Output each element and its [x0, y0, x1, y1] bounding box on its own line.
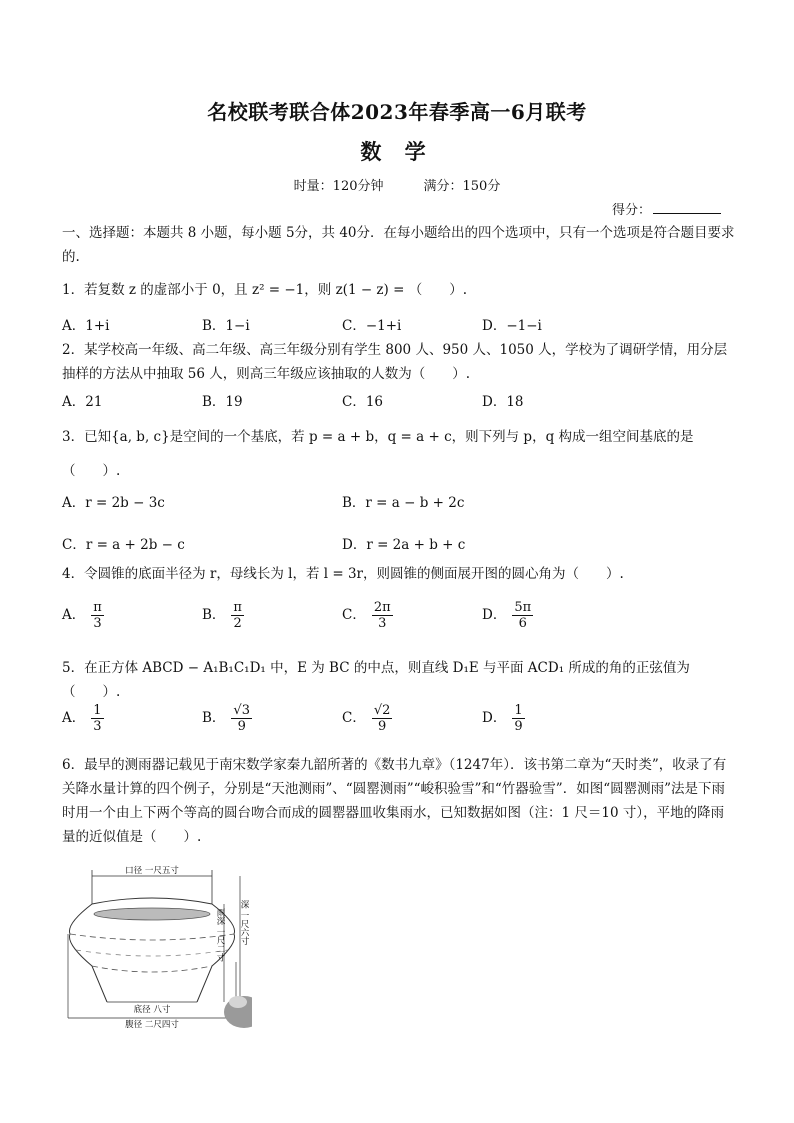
q3-option-b: B．r = a − b + 2c — [342, 495, 465, 511]
q3-option-a: A．r = 2b − 3c — [62, 495, 165, 511]
option-label: A． — [62, 607, 86, 623]
q4-stem: 4．令圆锥的底面半径为 r，母线长为 l，若 l = 3r，则圆锥的侧面展开图的圆心角为（ ）. — [62, 566, 624, 582]
option-label: B． — [202, 710, 226, 726]
rain-depth-label: 雨深 一尺二寸 — [215, 908, 225, 962]
time-limit: 时量：120分钟 — [293, 179, 384, 194]
vessel-photo-highlight — [229, 996, 247, 1008]
q1-option-c: C．−1+i — [342, 318, 402, 334]
subject-title: 数 学 — [360, 139, 434, 164]
q4-option-b — [202, 600, 244, 631]
denominator: 3 — [93, 719, 102, 734]
vessel-rim — [92, 898, 212, 904]
q2-option-c: C．16 — [342, 394, 384, 410]
score-blank[interactable] — [653, 201, 721, 214]
option-label: B． — [202, 607, 226, 623]
bottom-label: 底径 八寸 — [133, 1005, 171, 1015]
numerator: π — [233, 600, 242, 615]
water-surface — [94, 908, 210, 920]
q3-option-d: D．r = 2a + b + c — [342, 537, 466, 553]
numerator: π — [93, 600, 102, 615]
denominator: 2 — [233, 616, 242, 631]
q1-option-a: A．1+i — [62, 318, 110, 334]
q1-option-b: B．1−i — [202, 318, 250, 334]
belly-label: 腹径 二尺四寸 — [125, 1020, 179, 1030]
q5-option-b — [202, 703, 252, 734]
numerator: 5π — [514, 600, 532, 615]
q4-option-d — [482, 600, 533, 631]
q2-stem: 2．某学校高一年级、高二年级、高三年级分别有学生 800 人、950 人、1050 人，学校为了调研学情，用分层抽样的方法从中抽取 56 人，则高三年级应该抽取的人数为（ ）. — [62, 342, 728, 382]
belly-line — [70, 934, 234, 940]
denominator: 9 — [514, 719, 523, 734]
denominator: 3 — [378, 616, 387, 631]
numerator: √2 — [373, 703, 391, 718]
water-dash — [76, 950, 228, 956]
option-label: C． — [342, 710, 366, 726]
vessel-photo — [222, 990, 252, 1028]
mouth-label: 口径 一尺五寸 — [125, 866, 179, 876]
depth-label: 深 一尺六寸 — [239, 900, 249, 946]
numerator: √3 — [233, 703, 250, 718]
water-dash — [92, 966, 212, 972]
score-field — [612, 199, 721, 218]
section1-intro: 一、选择题：本题共 8 小题，每小题 5分，共 40分．在每小题给出的四个选项中，只有一个选项是符合题目要求的. — [62, 225, 735, 265]
exam-title: 名校联考联合体2023年春季高一6月联考 — [207, 100, 587, 124]
q4-option-c — [342, 600, 393, 631]
option-label: D． — [482, 710, 507, 726]
option-label: D． — [482, 607, 507, 623]
q4-option-a — [62, 600, 104, 631]
exam-meta — [0, 175, 794, 194]
q3-stem: 3．已知{a, b, c}是空间的一个基底，若 p = a + b，q = a + c，则下列与 p，q 构成一组空间基底的是（ ）. — [62, 429, 694, 479]
q1-stem: 1．若复数 z 的虚部小于 0，且 z² = −1，则 z(1 − z) = （ ）. — [62, 282, 467, 298]
q2-option-b: B．19 — [202, 394, 243, 410]
numerator: 2π — [373, 600, 391, 615]
score-label: 得分： — [612, 203, 652, 218]
option-label: A． — [62, 710, 86, 726]
q5-stem: 5．在正方体 ABCD − A₁B₁C₁D₁ 中，E 为 BC 的中点，则直线 D₁E 与平面 ACD₁ 所成的角的正弦值为（ ）. — [62, 660, 690, 700]
q2-option-a: A．21 — [62, 394, 103, 410]
q3-option-c: C．r = a + 2b − c — [62, 537, 185, 553]
denominator: 6 — [518, 616, 527, 631]
q6-stem: 6．最早的测雨器记载见于南宋数学家秦九韶所著的《数书九章》（1247年）．该书第二章为“天时类”，收录了有关降水量计算的四个例子，分别是“天池测雨”、“圆罂测雨”“峻积验雪”和“竹器验雪”．如图“圆罂测雨”法是下雨时用一个由上下两个等高的圆台吻合而成的圆罂器皿收集雨水，已知数据如图（注：1 尺＝10 寸），平地的降雨量的近似值是（ ）. — [62, 757, 727, 845]
q5-option-a — [62, 703, 104, 734]
option-label: C． — [342, 607, 366, 623]
numerator: 1 — [514, 703, 523, 718]
denominator: 3 — [93, 616, 102, 631]
denominator: 9 — [237, 719, 246, 734]
q5-option-d — [482, 703, 525, 734]
denominator: 9 — [377, 719, 387, 734]
q5-option-c — [342, 703, 392, 734]
q2-option-d: D．18 — [482, 394, 524, 410]
numerator: 1 — [93, 703, 102, 718]
full-score: 满分：150分 — [423, 179, 501, 194]
q1-option-d: D．−1−i — [482, 318, 542, 334]
